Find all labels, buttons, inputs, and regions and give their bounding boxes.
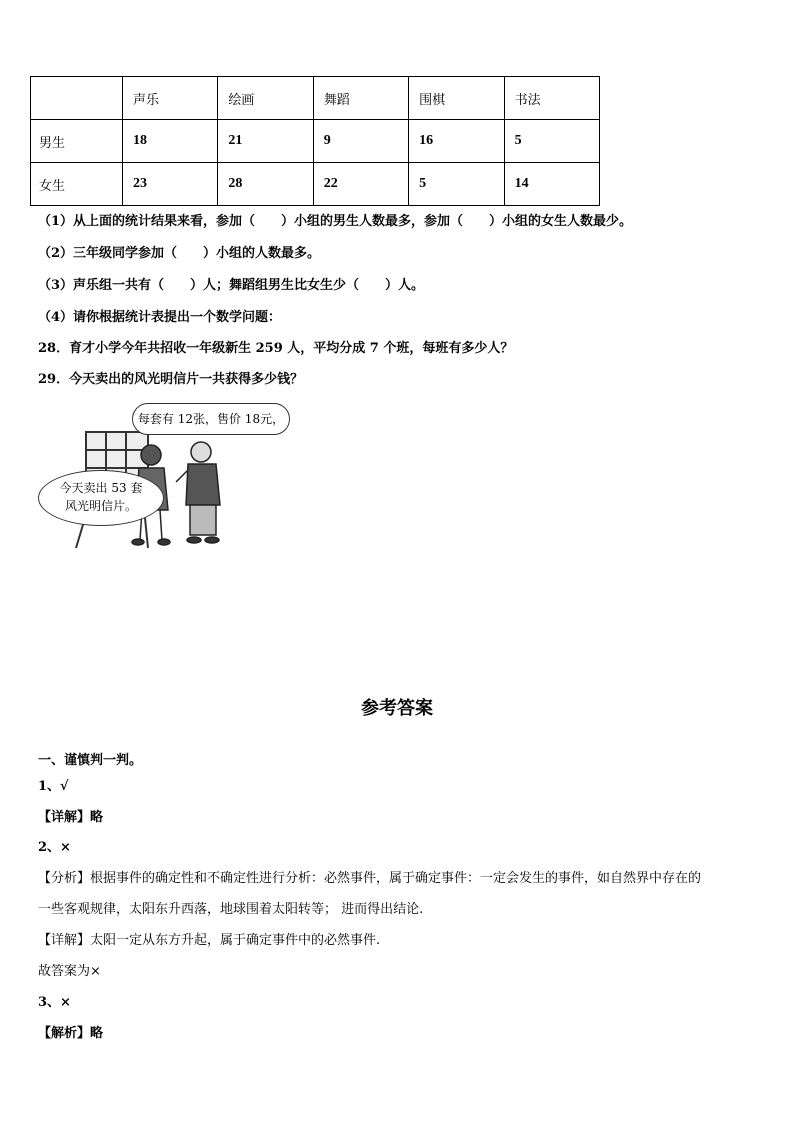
speech-bubble-left [38,470,164,526]
row-label: 女生 [31,163,123,206]
table-cell: 23 [123,163,218,206]
table-cell: 5 [409,163,504,206]
answer-line: 2、× [38,840,71,855]
bubble-left-line-2: 风光明信片。 [64,499,137,513]
table-cell: 16 [409,120,504,163]
answer-line: 【解析】略 [38,1026,104,1041]
answer-line: 【详解】略 [38,810,104,825]
question-4: （4）请你根据统计表提出一个数学问题： [38,310,282,325]
table-cell: 22 [313,163,408,206]
header-cell: 书法 [504,77,599,120]
answer-line: 故答案为× [38,964,101,979]
question-3: （3）声乐组一共有（ ）人；舞蹈组男生比女生少（ ）人。 [38,278,425,293]
table-cell: 18 [123,120,218,163]
header-cell: 绘画 [218,77,313,120]
bubble-top-text: 每套有 12张，售价 18元， [137,412,285,426]
table-row [31,120,600,163]
table-cell: 21 [218,120,313,163]
table-cell: 9 [313,120,408,163]
row-label: 男生 [31,120,123,163]
bubble-left-line-1: 今天卖出 53 套 [59,481,143,495]
speech-bubble-top [132,403,290,435]
table-cell: 5 [504,120,599,163]
answer-line: 1、√ [38,779,69,794]
table-header-row [31,77,600,120]
question-1: （1）从上面的统计结果来看，参加（ ）小组的男生人数最多，参加（ ）小组的女生人数最少。 [38,214,633,229]
answers-section-1: 一、谨慎判一判。 [38,753,143,768]
question-29: 29．今天卖出的风光明信片一共获得多少钱？ [38,372,304,387]
table-row [31,163,600,206]
question-2: （2）三年级同学参加（ ）小组的人数最多。 [38,246,321,261]
header-cell: 舞蹈 [313,77,408,120]
answer-line: 一些客观规律，太阳东升西落，地球围着太阳转等； 进而得出结论. [38,902,424,917]
question-28: 28．育才小学今年共招收一年级新生 259 人，平均分成 7 个班，每班有多少人？ [38,341,514,356]
answers-title: 参考答案 [361,698,433,719]
table-cell: 28 [218,163,313,206]
answer-line: 【详解】太阳一定从东方升起，属于确定事件中的必然事件. [38,933,381,948]
table-cell: 14 [504,163,599,206]
table-corner-cell [31,77,123,120]
stats-table [30,76,600,206]
answer-line: 3、× [38,995,71,1010]
header-cell: 围棋 [409,77,504,120]
answer-line: 【分析】根据事件的确定性和不确定性进行分析：必然事件，属于确定事件：一定会发生的事件，如自然界中存在的 [38,871,702,886]
header-cell: 声乐 [123,77,218,120]
